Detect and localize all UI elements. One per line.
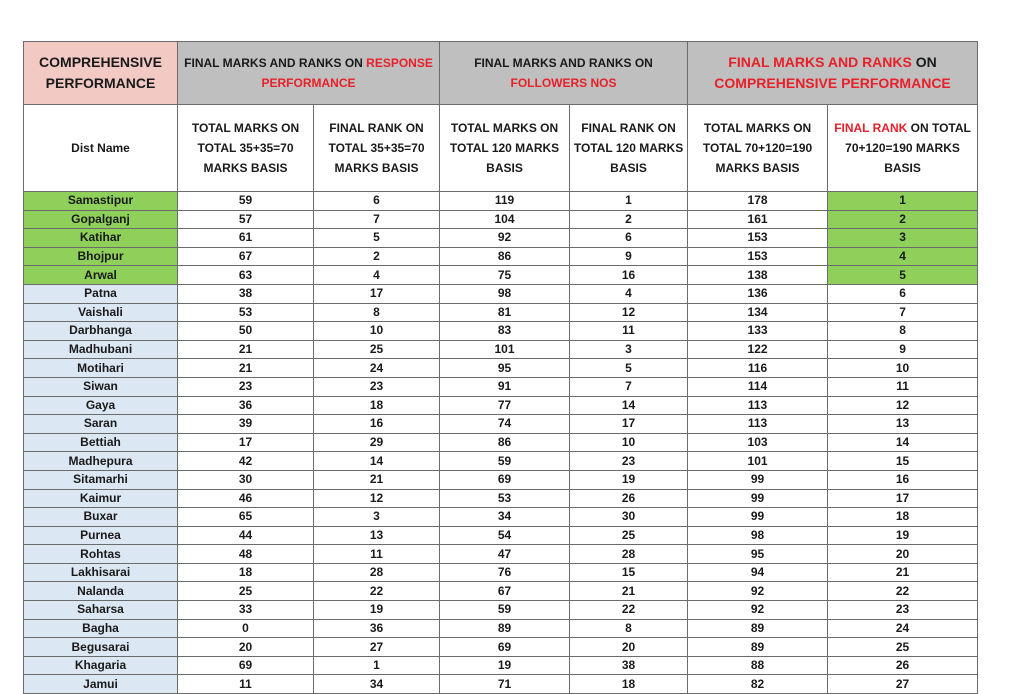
dist-name-cell: Arwal bbox=[24, 266, 178, 285]
table-row bbox=[24, 340, 978, 359]
table-row bbox=[24, 247, 978, 266]
dist-name-cell: Lakhisarai bbox=[24, 563, 178, 582]
response-marks-cell: 63 bbox=[178, 266, 314, 285]
response-rank-cell: 6 bbox=[314, 192, 440, 211]
followers-rank-cell: 4 bbox=[570, 284, 688, 303]
comprehensive-marks-cell: 82 bbox=[688, 675, 828, 694]
response-rank-cell: 24 bbox=[314, 359, 440, 378]
followers-marks-cell: 71 bbox=[440, 675, 570, 694]
response-rank-cell: 29 bbox=[314, 433, 440, 452]
dist-name-cell: Nalanda bbox=[24, 582, 178, 601]
dist-name-cell: Begusarai bbox=[24, 638, 178, 657]
response-rank-cell: 4 bbox=[314, 266, 440, 285]
followers-rank-cell: 2 bbox=[570, 210, 688, 229]
dist-name-cell: Bhojpur bbox=[24, 247, 178, 266]
table-row bbox=[24, 545, 978, 564]
followers-marks-cell: 101 bbox=[440, 340, 570, 359]
response-marks-cell: 18 bbox=[178, 563, 314, 582]
dist-name-cell: Vaishali bbox=[24, 303, 178, 322]
dist-name-cell: Jamui bbox=[24, 675, 178, 694]
corner-header: COMPREHENSIVE PERFORMANCE bbox=[24, 42, 178, 105]
comprehensive-group-header: FINAL MARKS AND RANKS ON COMPREHENSIVE PERFORMANCE bbox=[688, 42, 978, 105]
table-row bbox=[24, 563, 978, 582]
table-row bbox=[24, 229, 978, 248]
table-row bbox=[24, 675, 978, 694]
response-marks-cell: 23 bbox=[178, 377, 314, 396]
comprehensive-rank-cell: 19 bbox=[828, 526, 978, 545]
response-marks-cell: 69 bbox=[178, 656, 314, 675]
comprehensive-rank-cell: 14 bbox=[828, 433, 978, 452]
followers-rank-cell: 20 bbox=[570, 638, 688, 657]
followers-rank-cell: 19 bbox=[570, 470, 688, 489]
dist-name-cell: Sitamarhi bbox=[24, 470, 178, 489]
dist-name-cell: Kaimur bbox=[24, 489, 178, 508]
followers-rank-cell: 23 bbox=[570, 452, 688, 471]
response-rank-cell: 19 bbox=[314, 601, 440, 620]
dist-name-cell: Rohtas bbox=[24, 545, 178, 564]
table-row bbox=[24, 452, 978, 471]
followers-marks-cell: 92 bbox=[440, 229, 570, 248]
followers-rank-cell: 38 bbox=[570, 656, 688, 675]
response-marks-cell: 0 bbox=[178, 619, 314, 638]
comprehensive-marks-cell: 89 bbox=[688, 619, 828, 638]
followers-marks-cell: 54 bbox=[440, 526, 570, 545]
response-rank-cell: 18 bbox=[314, 396, 440, 415]
followers-marks-cell: 77 bbox=[440, 396, 570, 415]
followers-rank-cell: 12 bbox=[570, 303, 688, 322]
response-marks-cell: 20 bbox=[178, 638, 314, 657]
col-followers-marks: TOTAL MARKS ON TOTAL 120 MARKS BASIS bbox=[440, 105, 570, 192]
followers-marks-cell: 69 bbox=[440, 638, 570, 657]
dist-name-cell: Siwan bbox=[24, 377, 178, 396]
followers-marks-cell: 98 bbox=[440, 284, 570, 303]
response-marks-cell: 36 bbox=[178, 396, 314, 415]
followers-marks-cell: 91 bbox=[440, 377, 570, 396]
table-row bbox=[24, 377, 978, 396]
table-row bbox=[24, 508, 978, 527]
response-rank-cell: 22 bbox=[314, 582, 440, 601]
response-marks-cell: 21 bbox=[178, 359, 314, 378]
followers-marks-cell: 53 bbox=[440, 489, 570, 508]
followers-rank-cell: 11 bbox=[570, 322, 688, 341]
response-marks-cell: 57 bbox=[178, 210, 314, 229]
comprehensive-rank-cell: 18 bbox=[828, 508, 978, 527]
col-response-marks: TOTAL MARKS ON TOTAL 35+35=70 MARKS BASIS bbox=[178, 105, 314, 192]
followers-rank-cell: 28 bbox=[570, 545, 688, 564]
comprehensive-marks-cell: 116 bbox=[688, 359, 828, 378]
comprehensive-rank-cell: 10 bbox=[828, 359, 978, 378]
table-row bbox=[24, 359, 978, 378]
dist-name-cell: Madhepura bbox=[24, 452, 178, 471]
followers-marks-cell: 89 bbox=[440, 619, 570, 638]
dist-name-cell: Gopalganj bbox=[24, 210, 178, 229]
comprehensive-rank-cell: 20 bbox=[828, 545, 978, 564]
response-rank-cell: 36 bbox=[314, 619, 440, 638]
followers-rank-cell: 18 bbox=[570, 675, 688, 694]
table-row bbox=[24, 656, 978, 675]
followers-rank-cell: 26 bbox=[570, 489, 688, 508]
followers-marks-cell: 104 bbox=[440, 210, 570, 229]
followers-rank-cell: 9 bbox=[570, 247, 688, 266]
comprehensive-marks-cell: 153 bbox=[688, 229, 828, 248]
response-marks-cell: 44 bbox=[178, 526, 314, 545]
comprehensive-marks-cell: 133 bbox=[688, 322, 828, 341]
comprehensive-rank-cell: 3 bbox=[828, 229, 978, 248]
response-marks-cell: 67 bbox=[178, 247, 314, 266]
response-rank-cell: 10 bbox=[314, 322, 440, 341]
followers-rank-cell: 8 bbox=[570, 619, 688, 638]
followers-marks-cell: 47 bbox=[440, 545, 570, 564]
response-marks-cell: 46 bbox=[178, 489, 314, 508]
table-row bbox=[24, 638, 978, 657]
table-row bbox=[24, 489, 978, 508]
followers-marks-cell: 59 bbox=[440, 601, 570, 620]
comprehensive-rank-cell: 13 bbox=[828, 415, 978, 434]
response-marks-cell: 48 bbox=[178, 545, 314, 564]
dist-name-cell: Saran bbox=[24, 415, 178, 434]
response-rank-cell: 3 bbox=[314, 508, 440, 527]
table-row bbox=[24, 619, 978, 638]
comprehensive-marks-cell: 136 bbox=[688, 284, 828, 303]
table-row bbox=[24, 526, 978, 545]
table-row bbox=[24, 433, 978, 452]
comprehensive-marks-cell: 153 bbox=[688, 247, 828, 266]
col-dist-name: Dist Name bbox=[24, 105, 178, 192]
dist-name-cell: Madhubani bbox=[24, 340, 178, 359]
dist-name-cell: Purnea bbox=[24, 526, 178, 545]
followers-marks-cell: 69 bbox=[440, 470, 570, 489]
followers-rank-cell: 22 bbox=[570, 601, 688, 620]
group-header-row bbox=[24, 42, 978, 105]
followers-marks-cell: 67 bbox=[440, 582, 570, 601]
comprehensive-marks-cell: 88 bbox=[688, 656, 828, 675]
comprehensive-marks-cell: 92 bbox=[688, 582, 828, 601]
dist-name-cell: Motihari bbox=[24, 359, 178, 378]
dist-name-cell: Khagaria bbox=[24, 656, 178, 675]
comprehensive-marks-cell: 122 bbox=[688, 340, 828, 359]
followers-rank-cell: 3 bbox=[570, 340, 688, 359]
comprehensive-rank-cell: 27 bbox=[828, 675, 978, 694]
comprehensive-rank-cell: 21 bbox=[828, 563, 978, 582]
response-rank-cell: 23 bbox=[314, 377, 440, 396]
col-comprehensive-rank: FINAL RANK ON TOTAL 70+120=190 MARKS BASIS bbox=[828, 105, 978, 192]
comprehensive-rank-cell: 11 bbox=[828, 377, 978, 396]
followers-rank-cell: 10 bbox=[570, 433, 688, 452]
comprehensive-marks-cell: 178 bbox=[688, 192, 828, 211]
comprehensive-rank-cell: 12 bbox=[828, 396, 978, 415]
response-marks-cell: 53 bbox=[178, 303, 314, 322]
followers-marks-cell: 34 bbox=[440, 508, 570, 527]
comprehensive-rank-cell: 2 bbox=[828, 210, 978, 229]
followers-marks-cell: 95 bbox=[440, 359, 570, 378]
table-row bbox=[24, 322, 978, 341]
comprehensive-rank-cell: 5 bbox=[828, 266, 978, 285]
response-marks-cell: 33 bbox=[178, 601, 314, 620]
comprehensive-rank-cell: 15 bbox=[828, 452, 978, 471]
table-body bbox=[24, 192, 978, 694]
comprehensive-marks-cell: 99 bbox=[688, 508, 828, 527]
comprehensive-rank-cell: 24 bbox=[828, 619, 978, 638]
followers-rank-cell: 5 bbox=[570, 359, 688, 378]
comprehensive-marks-cell: 99 bbox=[688, 470, 828, 489]
followers-marks-cell: 119 bbox=[440, 192, 570, 211]
table-row bbox=[24, 601, 978, 620]
followers-rank-cell: 14 bbox=[570, 396, 688, 415]
comprehensive-rank-cell: 22 bbox=[828, 582, 978, 601]
response-marks-cell: 17 bbox=[178, 433, 314, 452]
response-rank-cell: 7 bbox=[314, 210, 440, 229]
table-row bbox=[24, 582, 978, 601]
comprehensive-rank-cell: 6 bbox=[828, 284, 978, 303]
dist-name-cell: Darbhanga bbox=[24, 322, 178, 341]
dist-name-cell: Katihar bbox=[24, 229, 178, 248]
followers-rank-cell: 16 bbox=[570, 266, 688, 285]
comprehensive-marks-cell: 95 bbox=[688, 545, 828, 564]
followers-marks-cell: 59 bbox=[440, 452, 570, 471]
comprehensive-marks-cell: 98 bbox=[688, 526, 828, 545]
comprehensive-rank-cell: 26 bbox=[828, 656, 978, 675]
response-rank-cell: 16 bbox=[314, 415, 440, 434]
comprehensive-rank-cell: 7 bbox=[828, 303, 978, 322]
comprehensive-marks-cell: 92 bbox=[688, 601, 828, 620]
response-rank-cell: 14 bbox=[314, 452, 440, 471]
followers-marks-cell: 74 bbox=[440, 415, 570, 434]
comprehensive-marks-cell: 161 bbox=[688, 210, 828, 229]
table-row bbox=[24, 210, 978, 229]
response-marks-cell: 42 bbox=[178, 452, 314, 471]
table-row bbox=[24, 303, 978, 322]
response-rank-cell: 17 bbox=[314, 284, 440, 303]
comprehensive-rank-cell: 4 bbox=[828, 247, 978, 266]
comprehensive-marks-cell: 94 bbox=[688, 563, 828, 582]
comprehensive-rank-cell: 1 bbox=[828, 192, 978, 211]
followers-rank-cell: 21 bbox=[570, 582, 688, 601]
comprehensive-marks-cell: 113 bbox=[688, 415, 828, 434]
followers-marks-cell: 83 bbox=[440, 322, 570, 341]
followers-rank-cell: 25 bbox=[570, 526, 688, 545]
ranking-table bbox=[23, 41, 978, 694]
response-rank-cell: 13 bbox=[314, 526, 440, 545]
col-comprehensive-marks: TOTAL MARKS ON TOTAL 70+120=190 MARKS BASIS bbox=[688, 105, 828, 192]
table-row bbox=[24, 396, 978, 415]
followers-rank-cell: 6 bbox=[570, 229, 688, 248]
response-marks-cell: 30 bbox=[178, 470, 314, 489]
response-marks-cell: 25 bbox=[178, 582, 314, 601]
response-marks-cell: 61 bbox=[178, 229, 314, 248]
table-row bbox=[24, 192, 978, 211]
comprehensive-rank-cell: 17 bbox=[828, 489, 978, 508]
response-rank-cell: 2 bbox=[314, 247, 440, 266]
response-marks-cell: 50 bbox=[178, 322, 314, 341]
followers-rank-cell: 7 bbox=[570, 377, 688, 396]
followers-rank-cell: 17 bbox=[570, 415, 688, 434]
comprehensive-marks-cell: 101 bbox=[688, 452, 828, 471]
response-group-header: FINAL MARKS AND RANKS ON RESPONSE PERFORMANCE bbox=[178, 42, 440, 105]
response-rank-cell: 11 bbox=[314, 545, 440, 564]
followers-marks-cell: 81 bbox=[440, 303, 570, 322]
comprehensive-rank-cell: 16 bbox=[828, 470, 978, 489]
response-rank-cell: 34 bbox=[314, 675, 440, 694]
comprehensive-rank-cell: 23 bbox=[828, 601, 978, 620]
dist-name-cell: Bettiah bbox=[24, 433, 178, 452]
dist-name-cell: Saharsa bbox=[24, 601, 178, 620]
comprehensive-rank-cell: 25 bbox=[828, 638, 978, 657]
response-marks-cell: 21 bbox=[178, 340, 314, 359]
response-marks-cell: 65 bbox=[178, 508, 314, 527]
followers-marks-cell: 86 bbox=[440, 247, 570, 266]
response-rank-cell: 1 bbox=[314, 656, 440, 675]
dist-name-cell: Samastipur bbox=[24, 192, 178, 211]
followers-rank-cell: 30 bbox=[570, 508, 688, 527]
response-marks-cell: 11 bbox=[178, 675, 314, 694]
response-rank-cell: 27 bbox=[314, 638, 440, 657]
comprehensive-marks-cell: 134 bbox=[688, 303, 828, 322]
dist-name-cell: Buxar bbox=[24, 508, 178, 527]
comprehensive-marks-cell: 99 bbox=[688, 489, 828, 508]
followers-rank-cell: 15 bbox=[570, 563, 688, 582]
followers-marks-cell: 76 bbox=[440, 563, 570, 582]
dist-name-cell: Patna bbox=[24, 284, 178, 303]
response-rank-cell: 25 bbox=[314, 340, 440, 359]
comprehensive-marks-cell: 103 bbox=[688, 433, 828, 452]
table-row bbox=[24, 415, 978, 434]
col-response-rank: FINAL RANK ON TOTAL 35+35=70 MARKS BASIS bbox=[314, 105, 440, 192]
dist-name-cell: Bagha bbox=[24, 619, 178, 638]
followers-marks-cell: 19 bbox=[440, 656, 570, 675]
column-header-row bbox=[24, 105, 978, 192]
col-followers-rank: FINAL RANK ON TOTAL 120 MARKS BASIS bbox=[570, 105, 688, 192]
comprehensive-marks-cell: 113 bbox=[688, 396, 828, 415]
table-row bbox=[24, 266, 978, 285]
ranking-sheet bbox=[23, 41, 977, 694]
followers-group-header: FINAL MARKS AND RANKS ON FOLLOWERS NOS bbox=[440, 42, 688, 105]
comprehensive-rank-cell: 8 bbox=[828, 322, 978, 341]
response-rank-cell: 21 bbox=[314, 470, 440, 489]
table-row bbox=[24, 284, 978, 303]
followers-rank-cell: 1 bbox=[570, 192, 688, 211]
comprehensive-marks-cell: 114 bbox=[688, 377, 828, 396]
response-rank-cell: 28 bbox=[314, 563, 440, 582]
response-marks-cell: 38 bbox=[178, 284, 314, 303]
response-rank-cell: 12 bbox=[314, 489, 440, 508]
table-row bbox=[24, 470, 978, 489]
dist-name-cell: Gaya bbox=[24, 396, 178, 415]
followers-marks-cell: 86 bbox=[440, 433, 570, 452]
response-marks-cell: 59 bbox=[178, 192, 314, 211]
response-rank-cell: 8 bbox=[314, 303, 440, 322]
comprehensive-rank-cell: 9 bbox=[828, 340, 978, 359]
comprehensive-marks-cell: 138 bbox=[688, 266, 828, 285]
comprehensive-marks-cell: 89 bbox=[688, 638, 828, 657]
response-rank-cell: 5 bbox=[314, 229, 440, 248]
followers-marks-cell: 75 bbox=[440, 266, 570, 285]
response-marks-cell: 39 bbox=[178, 415, 314, 434]
